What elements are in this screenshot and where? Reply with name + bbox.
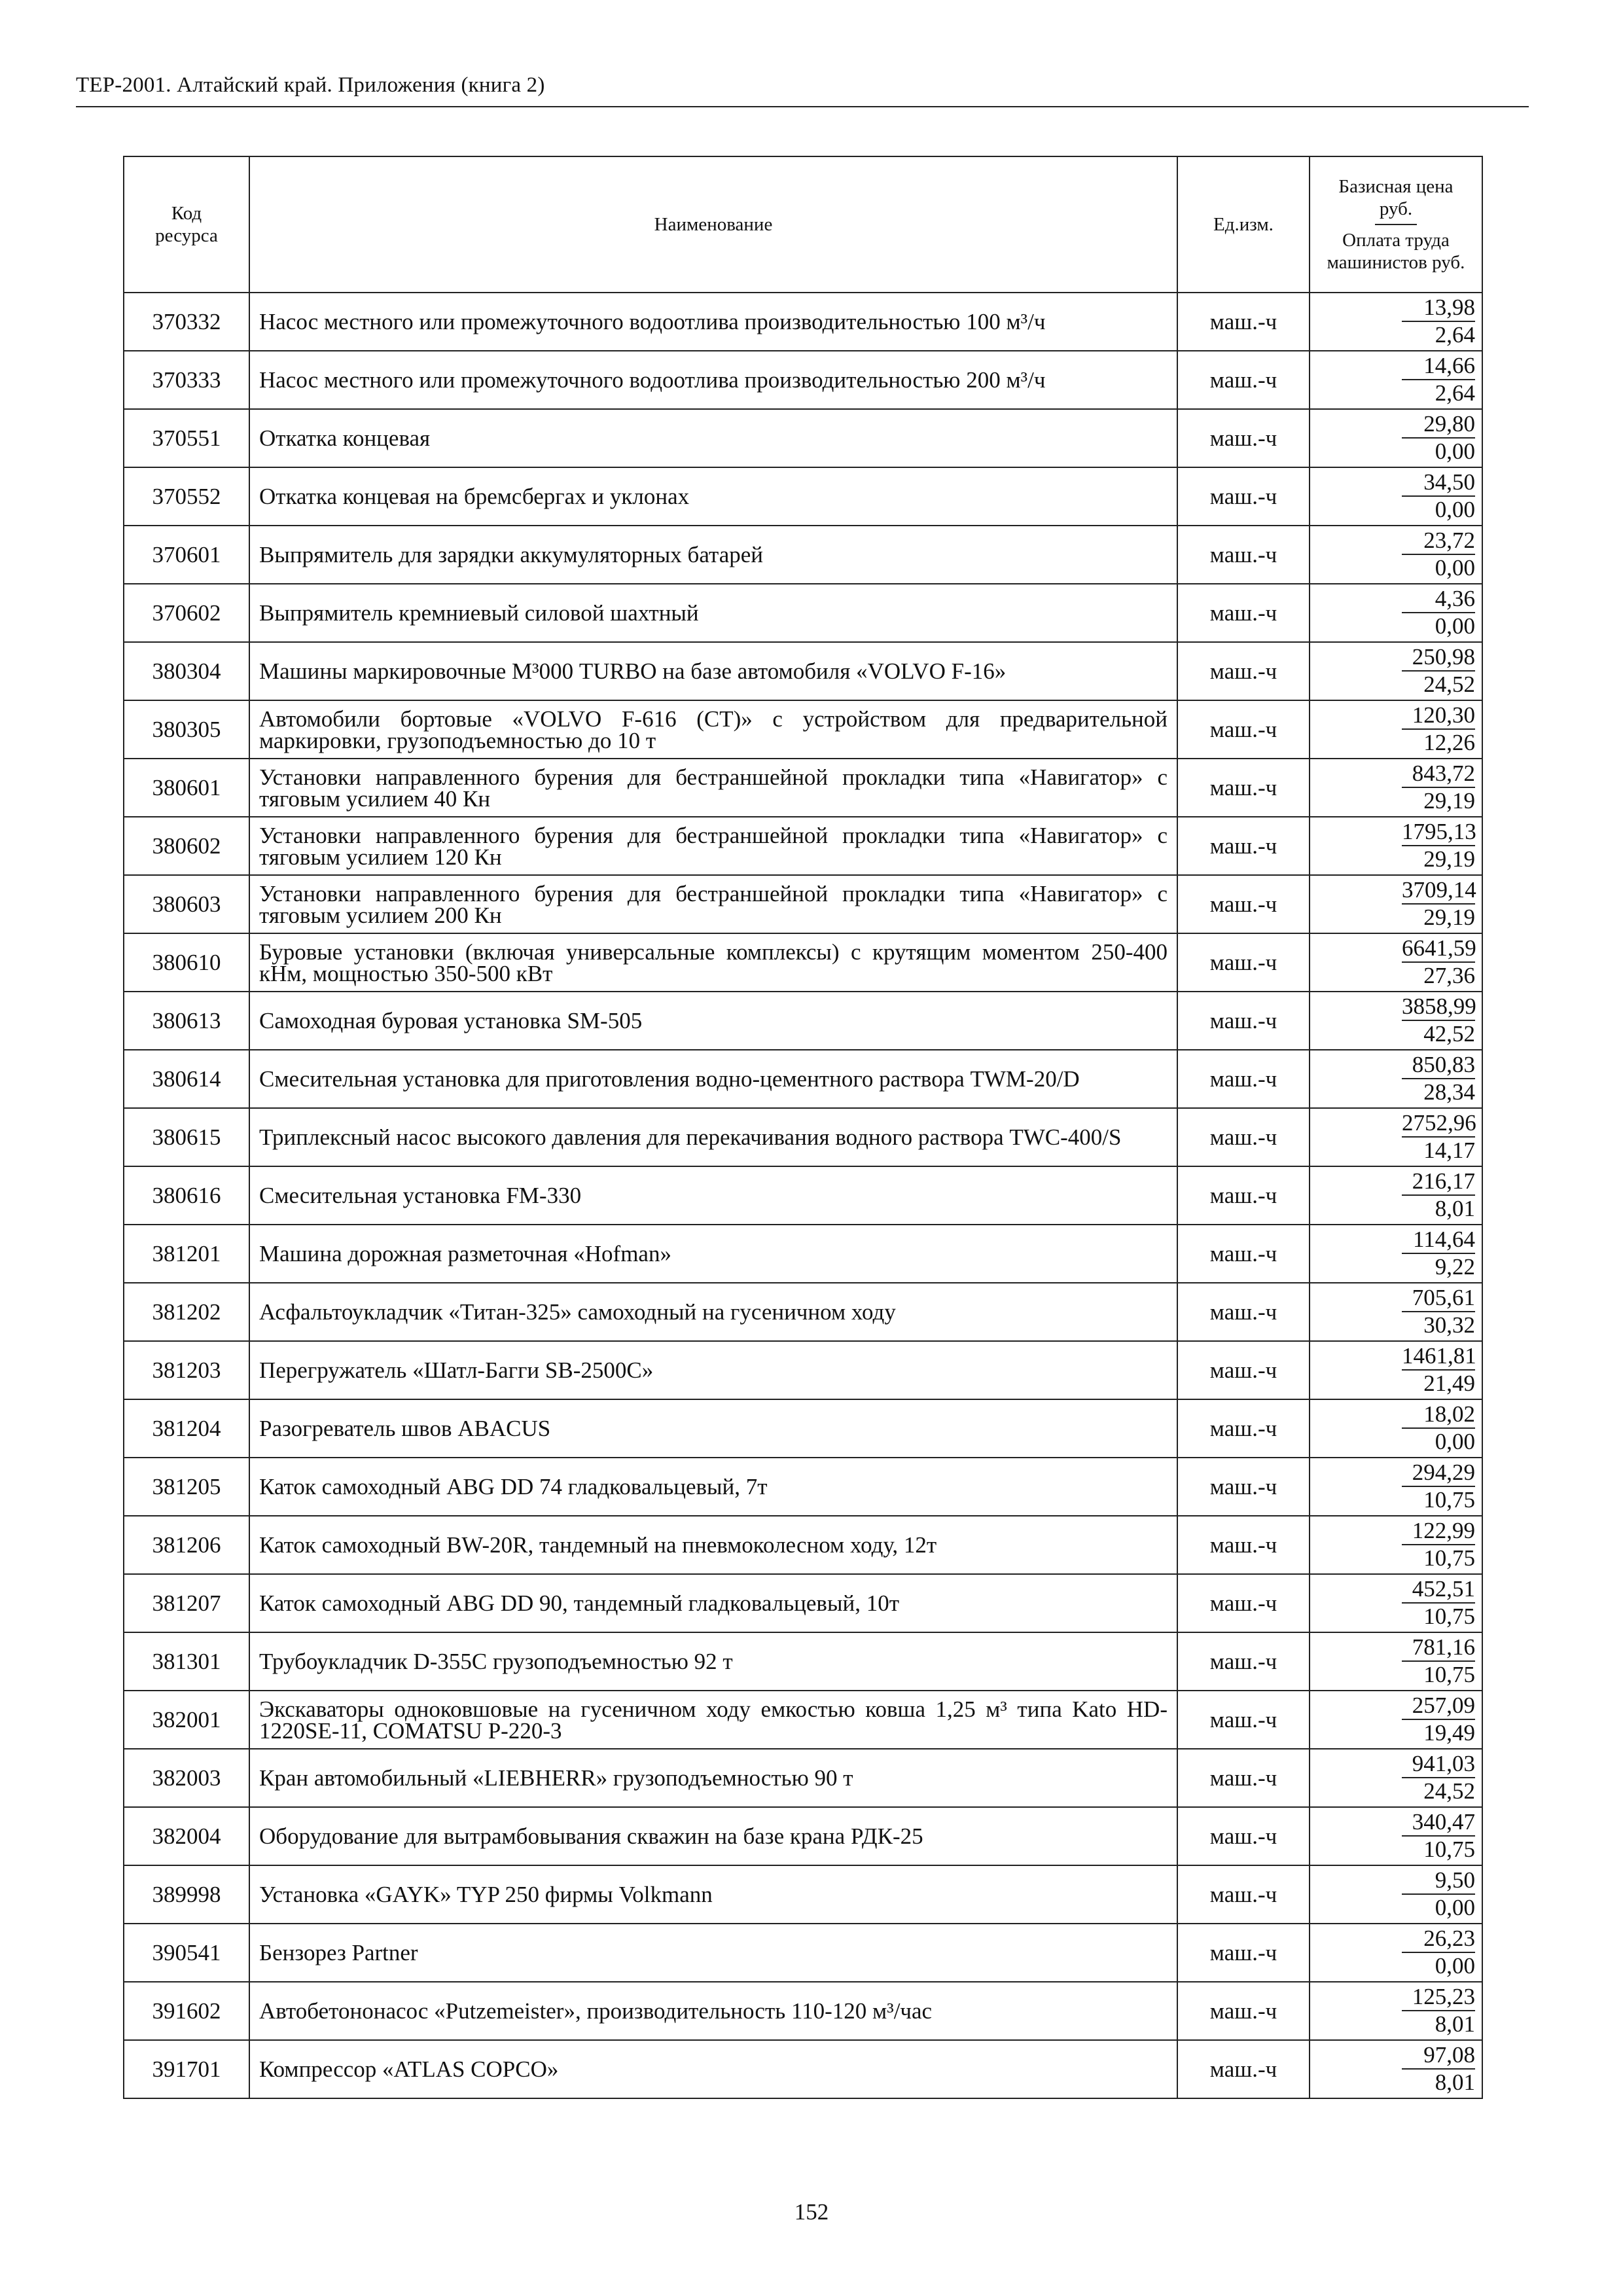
table-row (124, 1982, 1482, 2040)
price-fraction (1402, 935, 1475, 989)
resource-code: 370551 (124, 409, 249, 467)
resource-code: 380615 (124, 1108, 249, 1166)
column-header-price-wage: Оплата труда машинистов руб. (1327, 230, 1465, 273)
base-price: 26,23 (1402, 1926, 1475, 1953)
price-fraction (1402, 877, 1475, 931)
resource-name: Насос местного или промежуточного водоотлива производительностью 200 м³/ч (249, 351, 1177, 409)
resource-price-cell (1310, 1458, 1482, 1516)
operator-wage: 12,26 (1423, 730, 1475, 755)
resource-price-cell (1310, 817, 1482, 875)
operator-wage: 10,75 (1423, 1487, 1475, 1513)
resource-unit: маш.-ч (1177, 351, 1310, 409)
base-price: 781,16 (1402, 1634, 1475, 1662)
table-row (124, 1166, 1482, 1225)
resource-name: Автомобили бортовые «VOLVO F-616 (CT)» с устройством для предварительной маркировки, грузоподъемностью до 10 т (249, 700, 1177, 759)
operator-wage: 8,01 (1435, 2011, 1475, 2037)
table-row (124, 1632, 1482, 1691)
resource-name: Смесительная установка для приготовления водно-цементного раствора TWM-20/D (249, 1050, 1177, 1108)
operator-wage: 30,32 (1423, 1312, 1475, 1338)
resource-name: Бензорез Partner (249, 1924, 1177, 1982)
resource-unit: маш.-ч (1177, 1749, 1310, 1807)
price-fraction (1402, 1518, 1475, 1571)
table-row (124, 584, 1482, 642)
resource-price-cell (1310, 1574, 1482, 1632)
operator-wage: 2,64 (1435, 380, 1475, 406)
resource-unit: маш.-ч (1177, 992, 1310, 1050)
resource-code: 382004 (124, 1807, 249, 1865)
resource-name: Выпрямитель кремниевый силовой шахтный (249, 584, 1177, 642)
table-row (124, 1924, 1482, 1982)
resource-name: Машина дорожная разметочная «Hofman» (249, 1225, 1177, 1283)
operator-wage: 14,17 (1423, 1138, 1475, 1163)
resource-price-cell (1310, 1050, 1482, 1108)
resource-price-cell (1310, 642, 1482, 700)
price-fraction (1402, 1634, 1475, 1688)
resource-name: Насос местного или промежуточного водоотлива производительностью 100 м³/ч (249, 293, 1177, 351)
operator-wage: 8,01 (1435, 1196, 1475, 1221)
resource-unit: маш.-ч (1177, 700, 1310, 759)
resource-code: 381204 (124, 1399, 249, 1458)
resource-code: 380610 (124, 933, 249, 992)
resource-price-cell (1310, 1982, 1482, 2040)
resource-code: 380613 (124, 992, 249, 1050)
operator-wage: 0,00 (1435, 1895, 1475, 1920)
resource-code: 370332 (124, 293, 249, 351)
price-fraction (1402, 411, 1475, 465)
column-header-price-base: Базисная цена руб. (1338, 176, 1454, 219)
price-fraction (1402, 1168, 1475, 1222)
table-row (124, 1516, 1482, 1574)
resource-price-cell (1310, 1399, 1482, 1458)
table-row (124, 759, 1482, 817)
resource-price-cell (1310, 1691, 1482, 1749)
table-row (124, 2040, 1482, 2098)
resource-name: Трубоукладчик D-355C грузоподъемностью 92 т (249, 1632, 1177, 1691)
table-row (124, 1458, 1482, 1516)
resource-code: 382001 (124, 1691, 249, 1749)
column-header-code: Код ресурса (124, 156, 249, 293)
resource-unit: маш.-ч (1177, 1050, 1310, 1108)
price-fraction (1402, 1867, 1475, 1921)
table-row (124, 700, 1482, 759)
resource-code: 380603 (124, 875, 249, 933)
operator-wage: 10,75 (1423, 1604, 1475, 1629)
resource-name: Установки направленного бурения для бестраншейной прокладки типа «Навигатор» с тяговым усилием 40 Кн (249, 759, 1177, 817)
resource-unit: маш.-ч (1177, 759, 1310, 817)
resource-unit: маш.-ч (1177, 933, 1310, 992)
resource-name: Каток самоходный ABG DD 74 гладковальцевый, 7т (249, 1458, 1177, 1516)
operator-wage: 24,52 (1423, 1778, 1475, 1804)
table-row (124, 1691, 1482, 1749)
resource-name: Откатка концевая (249, 409, 1177, 467)
resource-unit: маш.-ч (1177, 526, 1310, 584)
resource-name: Перегружатель «Шатл-Багги SB-2500C» (249, 1341, 1177, 1399)
resource-unit: маш.-ч (1177, 1108, 1310, 1166)
resource-unit: маш.-ч (1177, 1982, 1310, 2040)
resource-code: 381207 (124, 1574, 249, 1632)
price-fraction (1402, 528, 1475, 581)
operator-wage: 0,00 (1435, 555, 1475, 581)
base-price: 14,66 (1402, 353, 1475, 380)
price-fraction (1402, 353, 1475, 406)
resource-code: 380305 (124, 700, 249, 759)
resource-name: Кран автомобильный «LIEBHERR» грузоподъемностью 90 т (249, 1749, 1177, 1807)
base-price: 843,72 (1402, 761, 1475, 788)
resource-unit: маш.-ч (1177, 875, 1310, 933)
table-row (124, 1341, 1482, 1399)
table-row (124, 992, 1482, 1050)
operator-wage: 24,52 (1423, 672, 1475, 697)
base-price: 6641,59 (1402, 935, 1475, 963)
resource-unit: маш.-ч (1177, 467, 1310, 526)
operator-wage: 8,01 (1435, 2070, 1475, 2095)
table-row (124, 293, 1482, 351)
table-row (124, 1399, 1482, 1458)
column-header-unit: Ед.изм. (1177, 156, 1310, 293)
base-price: 1795,13 (1402, 819, 1475, 846)
price-fraction (1402, 586, 1475, 639)
resource-name: Установки направленного бурения для бестраншейной прокладки типа «Навигатор» с тяговым усилием 120 Кн (249, 817, 1177, 875)
operator-wage: 0,00 (1435, 497, 1475, 522)
resource-unit: маш.-ч (1177, 1632, 1310, 1691)
table-row (124, 409, 1482, 467)
resource-unit: маш.-ч (1177, 817, 1310, 875)
resource-name: Триплексный насос высокого давления для перекачивания водного раствора TWC-400/S (249, 1108, 1177, 1166)
resource-name: Экскаваторы одноковшовые на гусеничном ходу емкостью ковша 1,25 м³ типа Kato HD-1220SE-11, COMATSU P-220-3 (249, 1691, 1177, 1749)
table-row (124, 1865, 1482, 1924)
resource-price-cell (1310, 700, 1482, 759)
resource-price-cell (1310, 293, 1482, 351)
resource-table (123, 156, 1483, 2099)
resource-name: Самоходная буровая установка SM-505 (249, 992, 1177, 1050)
table-row (124, 875, 1482, 933)
base-price: 18,02 (1402, 1401, 1475, 1429)
resource-code: 370552 (124, 467, 249, 526)
resource-price-cell (1310, 1341, 1482, 1399)
resource-code: 380614 (124, 1050, 249, 1108)
base-price: 34,50 (1402, 469, 1475, 497)
base-price: 120,30 (1402, 702, 1475, 730)
resource-unit: маш.-ч (1177, 1516, 1310, 1574)
resource-code: 370333 (124, 351, 249, 409)
resource-code: 381203 (124, 1341, 249, 1399)
resource-unit: маш.-ч (1177, 584, 1310, 642)
price-fraction (1402, 1809, 1475, 1863)
base-price: 29,80 (1402, 411, 1475, 439)
resource-price-cell (1310, 1108, 1482, 1166)
table-row (124, 351, 1482, 409)
resource-code: 391602 (124, 1982, 249, 2040)
price-fraction (1402, 469, 1475, 523)
base-price: 452,51 (1402, 1576, 1475, 1604)
price-fraction (1402, 994, 1475, 1047)
resource-unit: маш.-ч (1177, 1924, 1310, 1982)
resource-name: Буровые установки (включая универсальные комплексы) с крутящим моментом 250-400 кНм, мощностью 350-500 кВт (249, 933, 1177, 992)
base-price: 9,50 (1402, 1867, 1475, 1895)
operator-wage: 0,00 (1435, 1953, 1475, 1979)
resource-price-cell (1310, 1516, 1482, 1574)
operator-wage: 10,75 (1423, 1837, 1475, 1862)
price-fraction (1402, 1751, 1475, 1804)
base-price: 941,03 (1402, 1751, 1475, 1778)
base-price: 294,29 (1402, 1460, 1475, 1487)
resource-price-cell (1310, 933, 1482, 992)
base-price: 340,47 (1402, 1809, 1475, 1837)
resource-code: 380602 (124, 817, 249, 875)
operator-wage: 10,75 (1423, 1545, 1475, 1571)
resource-name: Каток самоходный BW-20R, тандемный на пневмоколесном ходу, 12т (249, 1516, 1177, 1574)
resource-price-cell (1310, 467, 1482, 526)
price-fraction (1402, 819, 1475, 872)
resource-unit: маш.-ч (1177, 1225, 1310, 1283)
resource-unit: маш.-ч (1177, 1807, 1310, 1865)
base-price: 850,83 (1402, 1052, 1475, 1079)
resource-price-cell (1310, 351, 1482, 409)
base-price: 23,72 (1402, 528, 1475, 555)
resource-code: 381301 (124, 1632, 249, 1691)
price-fraction (1402, 1926, 1475, 1979)
resource-name: Машины маркировочные М³000 TURBO на базе автомобиля «VOLVO F-16» (249, 642, 1177, 700)
resource-code: 389998 (124, 1865, 249, 1924)
resource-price-cell (1310, 875, 1482, 933)
resource-name: Смесительная установка FM-330 (249, 1166, 1177, 1225)
resource-price-cell (1310, 2040, 1482, 2098)
table-row (124, 1225, 1482, 1283)
resource-name: Установка «GAYK» TYP 250 фирмы Volkmann (249, 1865, 1177, 1924)
resource-price-cell (1310, 992, 1482, 1050)
operator-wage: 29,19 (1423, 905, 1475, 930)
table-row (124, 467, 1482, 526)
table-row (124, 933, 1482, 992)
resource-unit: маш.-ч (1177, 1865, 1310, 1924)
resource-price-cell (1310, 1749, 1482, 1807)
price-fraction (1402, 761, 1475, 814)
resource-code: 370601 (124, 526, 249, 584)
table-row (124, 526, 1482, 584)
table-header-row (124, 156, 1482, 293)
resource-name: Каток самоходный ABG DD 90, тандемный гладковальцевый, 10т (249, 1574, 1177, 1632)
resource-code: 390541 (124, 1924, 249, 1982)
price-fraction (1402, 1052, 1475, 1105)
operator-wage: 2,64 (1435, 322, 1475, 348)
base-price: 4,36 (1402, 586, 1475, 613)
price-fraction (1402, 1693, 1475, 1746)
resource-price-cell (1310, 759, 1482, 817)
resource-price-cell (1310, 1807, 1482, 1865)
table-row (124, 642, 1482, 700)
table-row (124, 1749, 1482, 1807)
base-price: 125,23 (1402, 1984, 1475, 2011)
operator-wage: 19,49 (1423, 1720, 1475, 1746)
resource-price-cell (1310, 1283, 1482, 1341)
resource-price-cell (1310, 526, 1482, 584)
operator-wage: 21,49 (1423, 1371, 1475, 1396)
base-price: 216,17 (1402, 1168, 1475, 1196)
resource-code: 391701 (124, 2040, 249, 2098)
base-price: 97,08 (1402, 2042, 1475, 2070)
resource-name: Установки направленного бурения для бестраншейной прокладки типа «Навигатор» с тяговым усилием 200 Кн (249, 875, 1177, 933)
resource-code: 381205 (124, 1458, 249, 1516)
resource-price-cell (1310, 1865, 1482, 1924)
base-price: 1461,81 (1402, 1343, 1475, 1371)
price-fraction (1402, 1343, 1475, 1397)
operator-wage: 29,19 (1423, 788, 1475, 814)
operator-wage: 0,00 (1435, 1429, 1475, 1454)
operator-wage: 0,00 (1435, 439, 1475, 464)
table-row (124, 1807, 1482, 1865)
operator-wage: 29,19 (1423, 846, 1475, 872)
header-rule (76, 106, 1529, 107)
price-fraction (1402, 1576, 1475, 1630)
resource-code: 381201 (124, 1225, 249, 1283)
operator-wage: 42,52 (1423, 1021, 1475, 1047)
price-fraction (1402, 1460, 1475, 1513)
resource-unit: маш.-ч (1177, 1283, 1310, 1341)
running-title: ТЕР-2001. Алтайский край. Приложения (книга 2) (76, 73, 545, 97)
price-fraction (1402, 1984, 1475, 2037)
resource-code: 380601 (124, 759, 249, 817)
resource-unit: маш.-ч (1177, 293, 1310, 351)
resource-unit: маш.-ч (1177, 2040, 1310, 2098)
price-fraction (1402, 1401, 1475, 1455)
base-price: 257,09 (1402, 1693, 1475, 1720)
base-price: 114,64 (1402, 1227, 1475, 1254)
resource-unit: маш.-ч (1177, 1691, 1310, 1749)
resource-name: Выпрямитель для зарядки аккумуляторных батарей (249, 526, 1177, 584)
resource-code: 380304 (124, 642, 249, 700)
resource-price-cell (1310, 584, 1482, 642)
resource-name: Оборудование для вытрамбовывания скважин на базе крана РДК-25 (249, 1807, 1177, 1865)
resource-unit: маш.-ч (1177, 642, 1310, 700)
resource-code: 381202 (124, 1283, 249, 1341)
table-row (124, 1050, 1482, 1108)
resource-price-cell (1310, 1225, 1482, 1283)
column-header-price (1310, 156, 1482, 293)
price-fraction (1402, 2042, 1475, 2096)
table-row (124, 1283, 1482, 1341)
price-fraction (1402, 702, 1475, 756)
price-fraction (1402, 1110, 1475, 1164)
price-fraction (1402, 1227, 1475, 1280)
resource-code: 370602 (124, 584, 249, 642)
operator-wage: 27,36 (1423, 963, 1475, 988)
resource-name: Разогреватель швов ABACUS (249, 1399, 1177, 1458)
base-price: 3858,99 (1402, 994, 1475, 1021)
base-price: 122,99 (1402, 1518, 1475, 1545)
resource-name: Откатка концевая на бремсбергах и уклонах (249, 467, 1177, 526)
resource-name: Компрессор «ATLAS COPCO» (249, 2040, 1177, 2098)
resource-code: 382003 (124, 1749, 249, 1807)
resource-price-cell (1310, 1166, 1482, 1225)
price-fraction (1402, 295, 1475, 348)
resource-name: Асфальтоукладчик «Титан-325» самоходный на гусеничном ходу (249, 1283, 1177, 1341)
price-fraction (1402, 1285, 1475, 1338)
operator-wage: 10,75 (1423, 1662, 1475, 1687)
resource-price-cell (1310, 1924, 1482, 1982)
resource-unit: маш.-ч (1177, 1399, 1310, 1458)
resource-unit: маш.-ч (1177, 1341, 1310, 1399)
operator-wage: 28,34 (1423, 1079, 1475, 1105)
resource-code: 381206 (124, 1516, 249, 1574)
base-price: 2752,96 (1402, 1110, 1475, 1138)
table-row (124, 1574, 1482, 1632)
base-price: 250,98 (1402, 644, 1475, 672)
resource-price-cell (1310, 409, 1482, 467)
column-header-name: Наименование (249, 156, 1177, 293)
header-fraction-line (1375, 224, 1417, 225)
resource-unit: маш.-ч (1177, 1574, 1310, 1632)
page-number: 152 (794, 2199, 829, 2225)
resource-unit: маш.-ч (1177, 1166, 1310, 1225)
operator-wage: 0,00 (1435, 613, 1475, 639)
base-price: 705,61 (1402, 1285, 1475, 1312)
base-price: 3709,14 (1402, 877, 1475, 905)
table-row (124, 817, 1482, 875)
price-fraction (1402, 644, 1475, 698)
operator-wage: 9,22 (1435, 1254, 1475, 1280)
table-row (124, 1108, 1482, 1166)
resource-name: Автобетононасос «Putzemeister», производительность 110-120 м³/час (249, 1982, 1177, 2040)
resource-unit: маш.-ч (1177, 409, 1310, 467)
resource-code: 380616 (124, 1166, 249, 1225)
resource-price-cell (1310, 1632, 1482, 1691)
base-price: 13,98 (1402, 295, 1475, 322)
resource-unit: маш.-ч (1177, 1458, 1310, 1516)
